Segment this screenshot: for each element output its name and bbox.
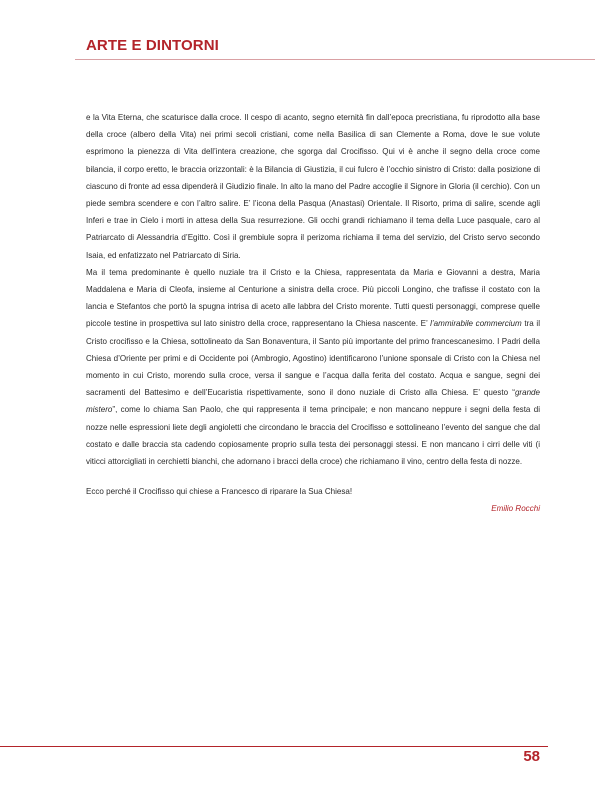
author-signature: Emilio Rocchi	[491, 504, 540, 514]
italic-phrase: l’ammirabile commercium	[430, 319, 522, 329]
paragraph-nuptial-theme	[86, 264, 540, 470]
paragraph-text: tra il Cristo crocifisso e la Chiesa, sottolineato da San Bonaventura, il Santo più importante del primo francescanesimo. I Padri della Chiesa d’Oriente per primi e di Occidente poi (Ambrogio, Agostino) identificarono l’unione sponsale di Cristo con la Chiesa nel momento in cui Cristo, morendo sulla croce, versa il sangue e l’acqua dalla ferita del costato. Acqua e sangue, segni dei sacramenti del Battesimo e dell’Eucaristia rispettivamente, sono il dono nuziale di Cristo alla Chiesa. E’ questo “	[86, 319, 540, 398]
italic-phrase: grande mistero	[86, 388, 540, 415]
paragraph-acanthus: e la Vita Eterna, che scaturisce dalla croce. Il cespo di acanto, segno eternità fin dall’epoca precristiana, fu riprodotto alla base della croce (albero della Vita) nei primi secoli cristiani, come nella Basilica di san Clemente a Roma, dove le sue volute esprimono la pienezza di Vita dell’intera creazione, che sgorga dal Crocifisso. Qui vi è anche il segno della croce come bilancia, il corpo eretto, le braccia orizzontali: è la Bilancia di Giustizia, il cui fulcro è l’occhio sinistro di Cristo: dalla posizione di ciascuno di fronte ad essa dipenderà il Giudizio finale. In alto la mano del Padre accoglie il Signore in Gloria (il cerchio). Con un piede sembra scendere e con l’altro salire. E’ l’icona della Pasqua (Anastasi) Orientale. Il Risorto, prima di salire, scende agli Inferi e trae in Cielo i morti in attesa della Sua resurrezione. Gli occhi grandi richiamano il tema della Luce pasquale, caro al Patriarcato di Alessandria d’Egitto. Così il grembiule sopra il perizoma richiama il tema del servizio, del Cristo servo secondo Isaia, ed enfatizzato nel Patriarcato di Siria.	[86, 113, 540, 260]
section-title: ARTE E DINTORNI	[86, 37, 219, 54]
article-body	[86, 109, 540, 518]
title-divider	[75, 59, 595, 60]
page-number: 58	[523, 748, 540, 765]
paragraph-conclusion: Ecco perché il Crocifisso qui chiese a Francesco di riparare la Sua Chiesa!	[86, 487, 353, 497]
footer-divider	[0, 746, 548, 747]
paragraph-text: Ma il tema predominante è quello nuziale tra il Cristo e la Chiesa, rappresentata da Maria e Giovanni a destra, Maria Maddalena e Maria di Cleofa, insieme al Centurione a sinistra della croce. Più piccoli Longino, che trafisse il costato con la lancia e Stefantos che portò la spugna intrisa di aceto alle labbra del Cristo morente. Tutti questi personaggi, comprese quelle piccole testine in prospettiva sul lato sinistro della croce, rappresentano la Chiesa nascente. E’	[86, 267, 540, 329]
paragraph-text: ”, come lo chiama San Paolo, che qui rappresenta il tema principale; e non mancano neppure i segni della festa di nozze nelle espressioni liete degli angioletti che circondano le braccia del Crocifisso e sottolineano l’evento del sangue che dal costato e dalle braccia sta cadendo copiosamente proprio sulla testa dei personaggi stessi. E non mancano i cirri delle viti (i viticci attorcigliati in cerchietti bianchi, che adornano i bracci della croce) che richiamano il vino, centro della festa di nozze.	[86, 405, 540, 467]
